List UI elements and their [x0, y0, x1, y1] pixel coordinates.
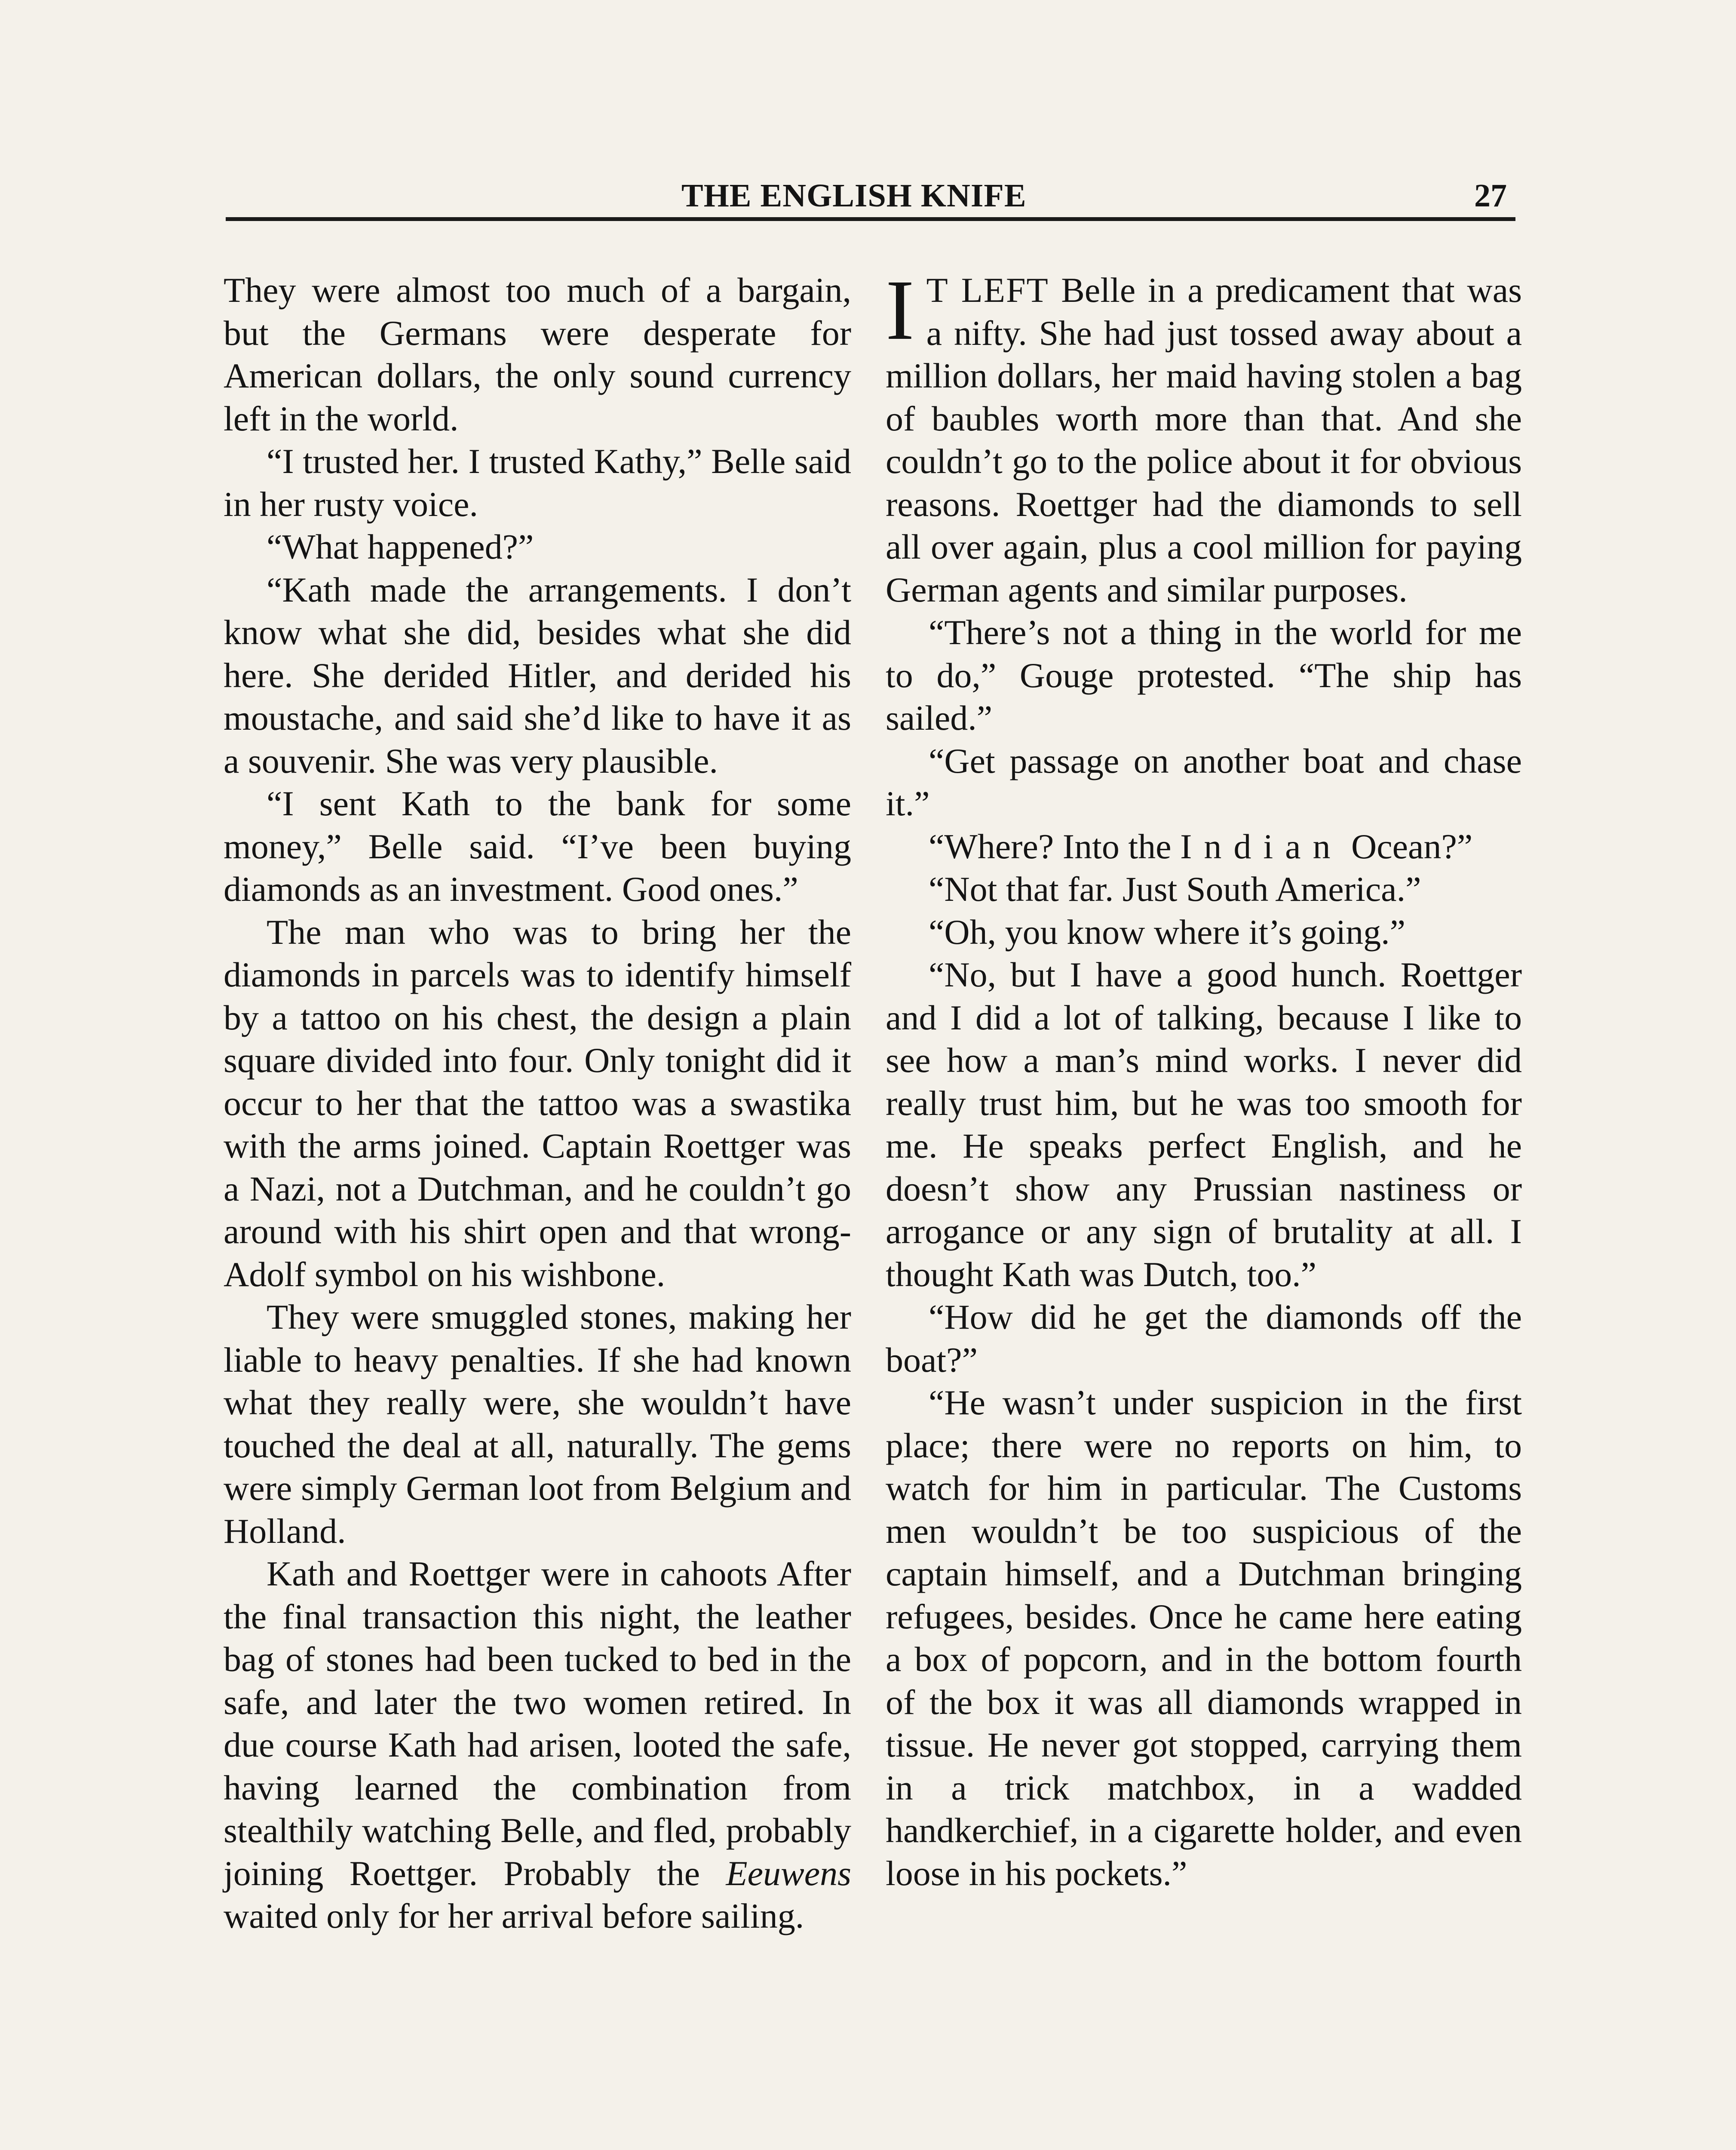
- paragraph: “Oh, you know where it’s going.”: [929, 912, 1406, 952]
- paragraph: “He wasn’t under suspicion in the first place; there were no reports on him, to watch for him in particular. The Customs men wouldn’t be too suspicious of the captain himself, and a Dutchman bringing refugees, besides. Once he came here eating a box of popcorn, and in the bottom fourth of the box it was all diamonds wrapped in tissue. He never got stopped, carrying them in a trick matchbox, in a wadded handkerchief, in a cigarette holder, and even loose in his pockets.”: [886, 1383, 1522, 1893]
- paragraph: “Not that far. Just South America.”: [929, 869, 1421, 909]
- paragraph: “I sent Kath to the bank for some money,” Belle said. “I’ve been buying diamonds as an investment. Good ones.”: [224, 784, 851, 909]
- ship-name: Eeuwens: [726, 1853, 851, 1893]
- paragraph: “No, but I have a good hunch. Roettger and I did a lot of talking, because I like to see how a man’s mind works. I never did really trust him, but he was too smooth for me. He speaks perfect English, and he doesn’t show any Prussian nastiness or arrogance or any sign of brutality at all. I thought Kath was Dutch, too.”: [886, 955, 1522, 1294]
- running-header: [226, 174, 1515, 217]
- paragraph: [886, 825, 1522, 868]
- running-title: THE ENGLISH KNIFE: [681, 178, 1027, 214]
- paragraph: “What happened?”: [267, 527, 534, 566]
- opening-paragraph: [886, 263, 1522, 611]
- drop-cap: I: [886, 263, 914, 358]
- header-rule: [226, 217, 1515, 221]
- spaced-word: Indian: [1180, 826, 1343, 866]
- paragraph: “There’s not a thing in the world for me to do,” Gouge protested. “The ship has sailed.”: [886, 613, 1522, 737]
- page-number: 27: [1474, 178, 1507, 214]
- paragraph: “Kath made the arrangements. I don’t know what she did, besides what she did here. She derided Hitler, and derided his moustache, and said she’d like to have it as a souvenir. She was very plausible.: [224, 570, 851, 780]
- paragraph-text: waited only for her arrival before sailing.: [224, 1896, 804, 1935]
- paragraph-text: “Where? Into the: [929, 826, 1172, 866]
- lead-caps: T LEFT: [926, 270, 1049, 310]
- paragraph: The man who was to bring her the diamonds in parcels was to identify himself by a tattoo on his chest, the design a plain square divided into four. Only tonight did it occur to her that the tattoo was a swastika with the arms joined. Captain Roettger was a Nazi, not a Dutchman, and he couldn’t go around with his shirt open and that wrong-Adolf symbol on his wishbone.: [224, 912, 851, 1294]
- paragraph: “Get passage on another boat and chase it.”: [886, 741, 1522, 823]
- paragraph: They were smuggled stones, making her liable to heavy penalties. If she had known what they really were, she wouldn’t have touched the deal at all, naturally. The gems were simply German loot from Belgium and Holland.: [224, 1297, 851, 1551]
- paragraph-text: Belle in a predicament that was a nifty. She had just tossed away about a million dollars, her maid having stolen a bag of baubles worth more than that. And she couldn’t go to the police about it for obvious reasons. Roettger had the diamonds to sell all over again, plus a cool million for paying German agents and similar purposes.: [886, 270, 1522, 609]
- left-column: [224, 269, 851, 1938]
- paragraph: “How did he get the diamonds off the boat?”: [886, 1297, 1522, 1379]
- right-column: [886, 263, 1522, 1895]
- paragraph: “I trusted her. I trusted Kathy,” Belle said in her rusty voice.: [224, 442, 851, 524]
- paragraph-text: Ocean?”: [1351, 826, 1473, 866]
- paragraph: They were almost too much of a bargain, but the Germans were desperate for American dollars, the only sound currency left in the world.: [224, 270, 851, 438]
- paragraph: [224, 1552, 851, 1938]
- paragraph-text: Kath and Roettger were in cahoots After the final transaction this night, the leather bag of stones had been tucked to bed in the safe, and later the two women retired. In due course Kath had arisen, looted the safe, having learned the combination from stealthily watching Belle, and fled, probably joining Roettger. Probably the: [224, 1554, 851, 1893]
